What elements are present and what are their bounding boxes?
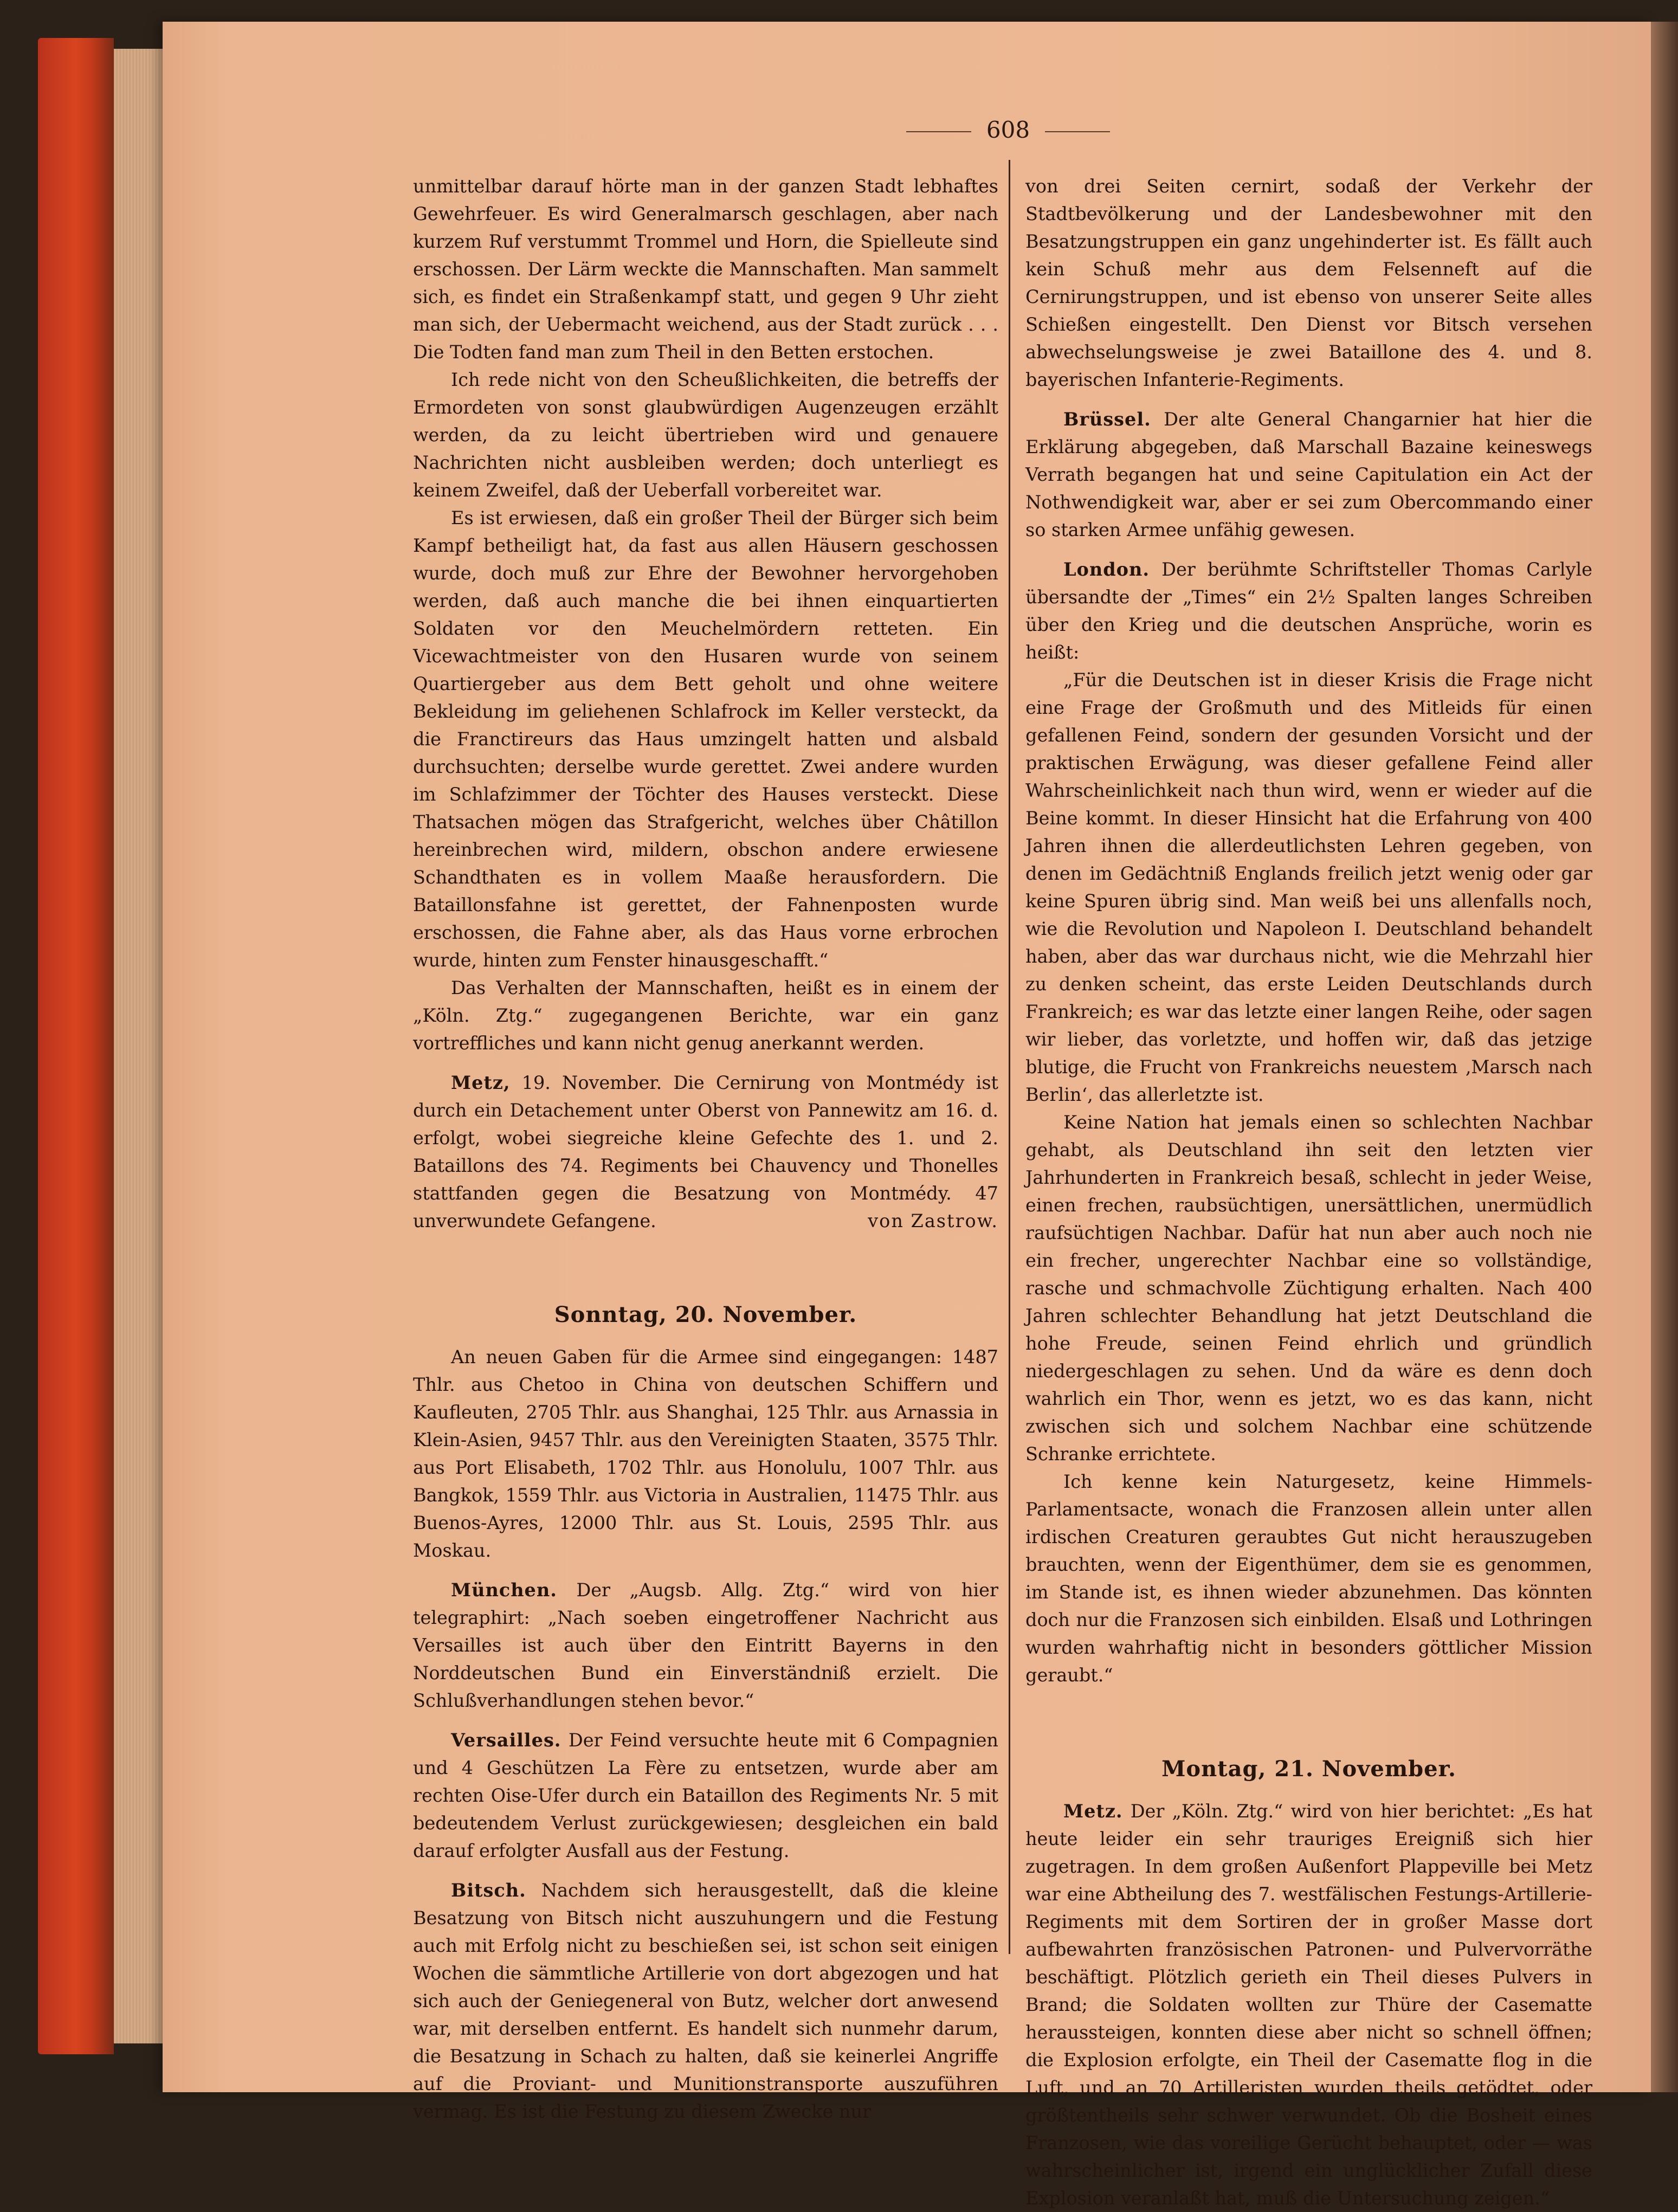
- date-heading-sunday: Sonntag, 20. November.: [554, 1302, 857, 1327]
- page-number-value: 608: [986, 117, 1030, 143]
- dateline-place: Metz.: [1063, 1801, 1123, 1822]
- metz-report: [413, 1069, 998, 1235]
- dateline-place: Brüssel.: [1063, 409, 1151, 430]
- bitsch-report-continued: von drei Seiten cernirt, sodaß der Verkehr der Stadtbevölkerung und der Landesbewohner mit den Besatzungstruppen ein ganz ungehinderter ist. Es fällt auch kein Schuß mehr aus dem Felsenneft auf die Cernirungstruppen, und ist ebenso von unserer Seite alles Schießen eingestellt. Den Dienst vor Bitsch versehen abwechselungsweise je zwei Bataillone des 4. und 8. bayerischen Infanterie-Regiments.: [1025, 176, 1592, 390]
- gifts-paragraph: An neuen Gaben für die Armee sind eingegangen: 1487 Thlr. aus Chetoo in China von deutschen Schiffern und Kaufleuten, 2705 Thlr. aus Shanghai, 125 Thlr. aus Arnassia in Klein-Asien, 9457 Thlr. aus den Vereinigten Staaten, 3575 Thlr. aus Port Elisabeth, 1702 Thlr. aus Honolulu, 1007 Thlr. aus Bangkok, 1559 Thlr. aus Victoria in Australien, 11475 Thlr. aus Buenos-Ayres, 12000 Thlr. aus St. Louis, 2595 Thlr. aus Moskau.: [413, 1346, 998, 1561]
- carlyle-quote: „Für die Deutschen ist in dieser Krisis die Frage nicht eine Frage der Großmuth und des Mitleids für einen gefallenen Feind, sondern der gesunden Vorsicht und der praktischen Erwägung, was dieser gefallene Feind aller Wahrscheinlichkeit nach thun wird, wenn er wieder auf die Beine kommt. In dieser Hinsicht hat die Erfahrung von 400 Jahren ihnen die allerdeutlichsten Lehren gegeben, von denen im Gedächtniß Englands freilich jetzt wenig oder gar keine Spuren übrig sind. Man weiß bei uns allenfalls noch, wie die Revolution und Napoleon I. Deutschland behandelt haben, aber das war durchaus nicht, wie die Mehrzahl hier zu denken scheint, das erste Leiden Deutschlands durch Frankreich; es war das letzte einer langen Reihe, oder sagen wir lieber, das vorletzte, und hoffen wir, daß das jetzige blutige, die Frucht von Frankreichs neuestem ‚Marsch nach Berlin‘, das allerletzte ist.: [1025, 669, 1592, 1105]
- dateline-place: München.: [451, 1579, 557, 1601]
- report-text: Der alte General Changarnier hat hier die Erklärung abgegeben, daß Marschall Bazaine keineswegs Verrath begangen hat und seine Capitulation ein Act der Nothwendigkeit war, aber er sei zum Obercommando einer so starken Armee unfähig gewesen.: [1025, 409, 1592, 540]
- dateline-place: Versailles.: [451, 1730, 562, 1751]
- carlyle-quote: Ich kenne kein Naturgesetz, keine Himmels-Parlamentsacte, wonach die Franzosen allein unter allen irdischen Creaturen geraubtes Gut nicht herauszugeben brauchten, wenn der Eigenthümer, dem sie es genommen, im Stande ist, es ihnen wieder abzunehmen. Das könnten doch nur die Franzosen sich einbilden. Elsaß und Lothringen wurden wahrhaftig nicht in besonders göttlicher Mission geraubt.“: [1025, 1471, 1592, 1686]
- dateline-place: Bitsch.: [451, 1880, 526, 1901]
- metz-explosion-report: [1025, 1797, 1592, 2212]
- report-text: 19. November. Die Cernirung von Montmédy ist durch ein Detachement unter Oberst von Pannewitz am 16. d. erfolgt, wobei siegreiche kleine Gefechte des 1. und 2. Bataillons des 74. Regiments bei Chauvency und Thonelles stattfanden gegen die Besatzung von Montmédy. 47 unverwundete Gefangene.: [413, 1072, 998, 1231]
- dateline-place: London.: [1063, 559, 1150, 580]
- dateline-place: Metz,: [451, 1072, 511, 1093]
- column-divider: [1009, 160, 1010, 1954]
- report-text: Der „Augsb. Allg. Ztg.“ wird von hier telegraphirt: „Nach soeben eingetroffener Nachricht aus Versailles ist auch über den Eintritt Bayerns in den Norddeutschen Bund ein Einverständniß erzielt. Die Schlußverhandlungen stehen bevor.“: [413, 1579, 998, 1711]
- report-text: Nachdem sich herausgestellt, daß die kleine Besatzung von Bitsch nicht auszuhungern und die Festung auch mit Erfolg nicht zu beschießen sei, ist schon seit einigen Wochen die sämmtliche Artillerie von dort abgezogen und hat sich auch der Geniegeneral von Butz, welcher dort anwesend war, mit derselben entfernt. Es handelt sich nunmehr darum, die Besatzung in Schach zu halten, daß sie keinerlei Angriffe auf die Proviant- und Munitionstransporte auszuführen vermag. Es ist die Festung zu diesem Zwecke nur: [413, 1880, 998, 2122]
- page-number-rule-right: [1045, 131, 1110, 132]
- article-paragraph: Es ist erwiesen, daß ein großer Theil der Bürger sich beim Kampf betheiligt hat, da fast aus allen Häusern geschossen wurde, doch muß zur Ehre der Bewohner hervorgehoben werden, daß auch manche die bei ihnen einquartierten Soldaten vor den Meuchelmördern retteten. Ein Vicewachtmeister von den Husaren wurde von seinem Quartiergeber aus dem Bett geholt und ohne weitere Bekleidung im geliehenen Schlafrock im Keller versteckt, da die Franctireurs das Haus umzingelt hatten und alsbald durchsuchten; derselbe wurde gerettet. Zwei andere wurden im Schlafzimmer der Töchter des Hauses versteckt. Diese Thatsachen mögen das Strafgericht, welches über Châtillon hereinbrechen wird, mildern, obschon andere erwiesene Schandthaten es in vollem Maaße herausfordern. Die Bataillonsfahne ist gerettet, der Fahnenposten wurde erschossen, die Fahne aber, als das Haus vorne erbrochen wurde, hinten zum Fenster hinausgeschafft.“: [413, 507, 998, 971]
- versailles-report: [413, 1726, 998, 1865]
- book-right-edge: [1651, 22, 1678, 2092]
- article-paragraph: unmittelbar darauf hörte man in der ganzen Stadt lebhaftes Gewehrfeuer. Es wird Generalmarsch geschlagen, aber nach kurzem Ruf verstummt Trommel und Horn, die Spielleute sind erschossen. Der Lärm weckte die Mannschaften. Man sammelt sich, es findet ein Straßenkampf statt, und gegen 9 Uhr zieht man sich, der Uebermacht weichend, aus der Stadt zurück . . . Die Todten fand man zum Theil in den Betten erstochen.: [413, 176, 998, 363]
- page-number: [867, 117, 1149, 143]
- article-paragraph: Ich rede nicht von den Scheußlichkeiten, die betreffs der Ermordeten von sonst glaubwürdigen Augenzeugen erzählt werden, da zu leicht übertrieben wird und genauere Nachrichten nicht ausbleiben werden; doch unterliegt es keinem Zweifel, daß der Ueberfall vorbereitet war.: [413, 369, 998, 501]
- right-column: [1025, 172, 1592, 2212]
- brussels-report: [1025, 405, 1592, 544]
- report-text: Der berühmte Schriftsteller Thomas Carlyle übersandte der „Times“ ein 2½ Spalten langes Schreiben über den Krieg und die deutschen Ansprüche, worin es heißt:: [1025, 559, 1592, 663]
- bitsch-report: [413, 1876, 998, 2125]
- carlyle-quote: Keine Nation hat jemals einen so schlechten Nachbar gehabt, als Deutschland ihn seit den letzten vier Jahrhunderten in Frankreich besaß, schlecht in jeder Weise, einen frechen, raubsüchtigen, unersättlichen, unermüdlich raufsüchtigen Nachbar. Dafür hat nun aber auch noch nie ein frecher, ungerechter Nachbar eine so vollständige, rasche und schmachvolle Züchtigung erhalten. Nach 400 Jahren schlechter Behandlung hat jetzt Deutschland die hohe Freude, seinen Feind ehrlich und gründlich niedergeschlagen zu sehen. Und da wäre es denn doch wahrlich ein Thor, wenn es jetzt, wo es das kann, nicht zwischen sich und solchem Nachbar eine schützende Schranke errichtete.: [1025, 1112, 1592, 1465]
- book-red-edge: [38, 38, 114, 2054]
- munich-report: [413, 1576, 998, 1714]
- date-heading-monday: Montag, 21. November.: [1161, 1756, 1456, 1782]
- article-paragraph: Das Verhalten der Mannschaften, heißt es in einem der „Köln. Ztg.“ zugegangenen Berichte, war ein ganz vortreffliches und kann nicht genug anerkannt werden.: [413, 977, 998, 1054]
- report-text: Der Feind versuchte heute mit 6 Compagnien und 4 Geschützen La Fère zu entsetzen, wurde aber am rechten Oise-Ufer durch ein Bataillon des Regiments Nr. 5 mit bedeutendem Verlust zurückgewiesen; desgleichen ein bald darauf erfolgter Ausfall aus der Festung.: [413, 1730, 998, 1861]
- report-signature: von Zastrow.: [868, 1210, 998, 1231]
- page-number-rule-left: [906, 131, 971, 132]
- london-report: [1025, 556, 1592, 666]
- left-column: [413, 172, 998, 2125]
- report-text: Der „Köln. Ztg.“ wird von hier berichtet: „Es hat heute leider ein sehr trauriges Ereigniß sich hier zugetragen. In dem großen Außenfort Plappeville bei Metz war eine Abtheilung des 7. westfälischen Festungs-Artillerie-Regiments mit dem Sortiren der in großer Masse dort aufbewahrten französischen Patronen- und Pulvervorräthe beschäftigt. Plötzlich gerieth ein Theil dieses Pulvers in Brand; die Soldaten wollten zur Thüre der Casematte heraussteigen, konnten diese aber nicht so schnell öffnen; die Explosion erfolgte, ein Theil der Casematte flog in die Luft, und an 70 Artilleristen wurden theils getödtet, oder größtentheils sehr schwer verwundet. Ob die Bosheit eines Franzosen, wie das voreilige Gerücht behauptet, oder — was wahrscheinlicher ist, irgend ein unglücklicher Zufall diese Explosion veranlaßt hat, muß die Untersuchung zeigen.“: [1025, 1801, 1592, 2209]
